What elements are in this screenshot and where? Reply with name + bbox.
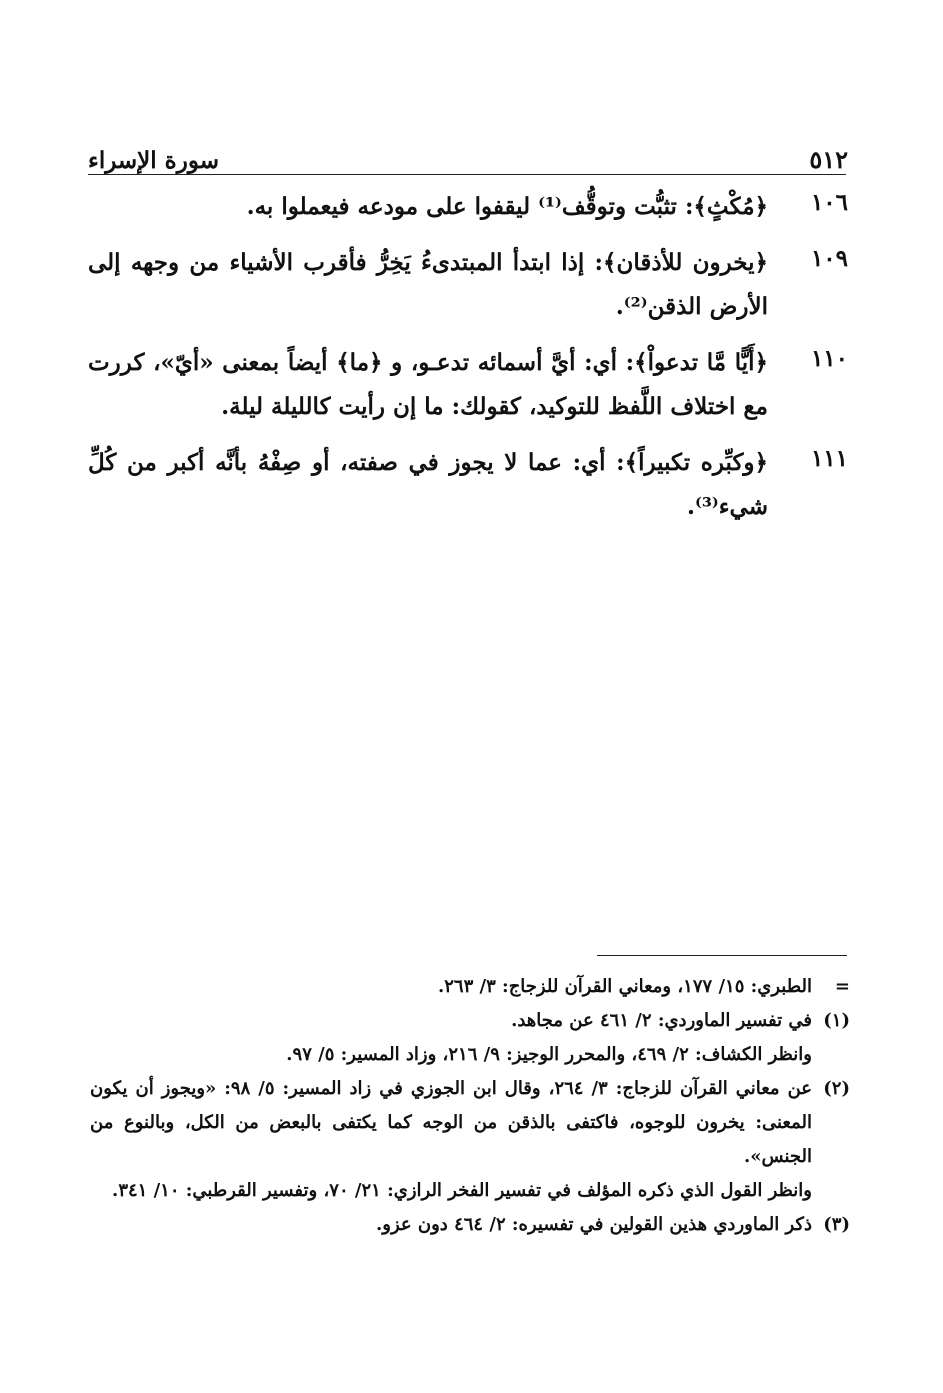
commentary-line: ﴿يخرون للأذقان﴾: إذا ابتدأ المبتدىءُ يَخِرُّ فأقرب الأشياء من وجهه xyxy=(130,249,768,276)
footnote-mark: (٢) xyxy=(823,1078,850,1099)
commentary-line: إلى الأرض الذقن⁽²⁾. xyxy=(88,249,768,320)
footnote-divider xyxy=(597,955,847,956)
footnote-body xyxy=(90,1072,812,1208)
footnote xyxy=(90,1004,850,1072)
footnote-mark: = xyxy=(834,976,850,997)
footnote-mark: (١) xyxy=(823,1010,850,1031)
footnote-mark: (٣) xyxy=(823,1214,850,1235)
commentary-line: كررت مع اختلاف اللَّفظ للتوكيد، كقولك: ما إن رأيت كالليلة ليلة. xyxy=(88,349,768,420)
footnote-body xyxy=(90,1208,812,1242)
header-divider xyxy=(88,174,846,175)
verse-commentary-list xyxy=(88,185,848,541)
verse-entry xyxy=(88,341,848,429)
footnotes xyxy=(90,970,850,1242)
footnote-line: الطبري: ١٥/ ١٧٧، ومعاني القرآن للزجاج: ٣/ ٢٦٣. xyxy=(437,976,812,997)
commentary-line: كُلِّ شيء⁽³⁾. xyxy=(88,449,768,520)
surah-title: سورة الإسراء xyxy=(88,147,219,174)
footnote-body xyxy=(90,1004,812,1072)
footnote-line: وانظر الكشاف: ٢/ ٤٦٩، والمحرر الوجيز: ٩/ ٢١٦، وزاد المسير: ٥/ ٩٧. xyxy=(286,1044,812,1065)
verse-commentary xyxy=(88,241,768,329)
running-header xyxy=(88,134,848,174)
footnote-line: عن معاني القرآن للزجاج: ٣/ ٢٦٤، وقال ابن الجوزي في زاد المسير: ٥/ ٩٨: «ويجوز أن يكون المعنى: يخرون للوجوه، فاكتفى بالذقن من الوجه كما يكتفى بالبعض من الكل، وبالنوع من الجنس». xyxy=(90,1078,813,1167)
verse-entry xyxy=(88,241,848,329)
verse-number: ١١٠ xyxy=(810,345,848,372)
commentary-line: ﴿وكبِّره تكبيراً﴾: أي: عما لا يجوز في صفته، أو صِفْهُ بأنَّه أكبر من xyxy=(127,449,768,476)
footnote-line: وانظر القول الذي ذكره المؤلف في تفسير الفخر الرازي: ٢١/ ٧٠، وتفسير القرطبي: ١٠/ ٣٤١. xyxy=(112,1180,812,1201)
footnote xyxy=(90,1208,850,1242)
verse-number: ١١١ xyxy=(810,445,848,472)
verse-commentary xyxy=(88,341,768,429)
verse-commentary xyxy=(88,441,768,529)
commentary-line: ﴿مُكْثٍ﴾: تثبُّت وتوقُّف⁽¹⁾ ليقفوا على مودعه فيعملوا به. xyxy=(246,193,768,220)
page-number: ٥١٢ xyxy=(809,145,848,174)
footnote-body xyxy=(90,970,812,1004)
footnote-line: ذكر الماوردي هذين القولين في تفسيره: ٢/ ٤٦٤ دون عزو. xyxy=(376,1214,812,1235)
footnote-line: في تفسير الماوردي: ٢/ ٤٦١ عن مجاهد. xyxy=(511,1010,812,1031)
verse-commentary xyxy=(88,185,768,229)
verse-entry xyxy=(88,185,848,229)
footnote xyxy=(90,1072,850,1208)
commentary-line: ﴿أَيًّا مَّا تدعواْ﴾: أي: أيَّ أسمائه تدعـو، و ﴿ما﴾ أيضاً بمعنى «أيّ»، xyxy=(153,349,768,376)
footnote xyxy=(90,970,850,1004)
verse-entry xyxy=(88,441,848,529)
verse-number: ١٠٩ xyxy=(810,245,848,272)
verse-number: ١٠٦ xyxy=(810,189,848,216)
